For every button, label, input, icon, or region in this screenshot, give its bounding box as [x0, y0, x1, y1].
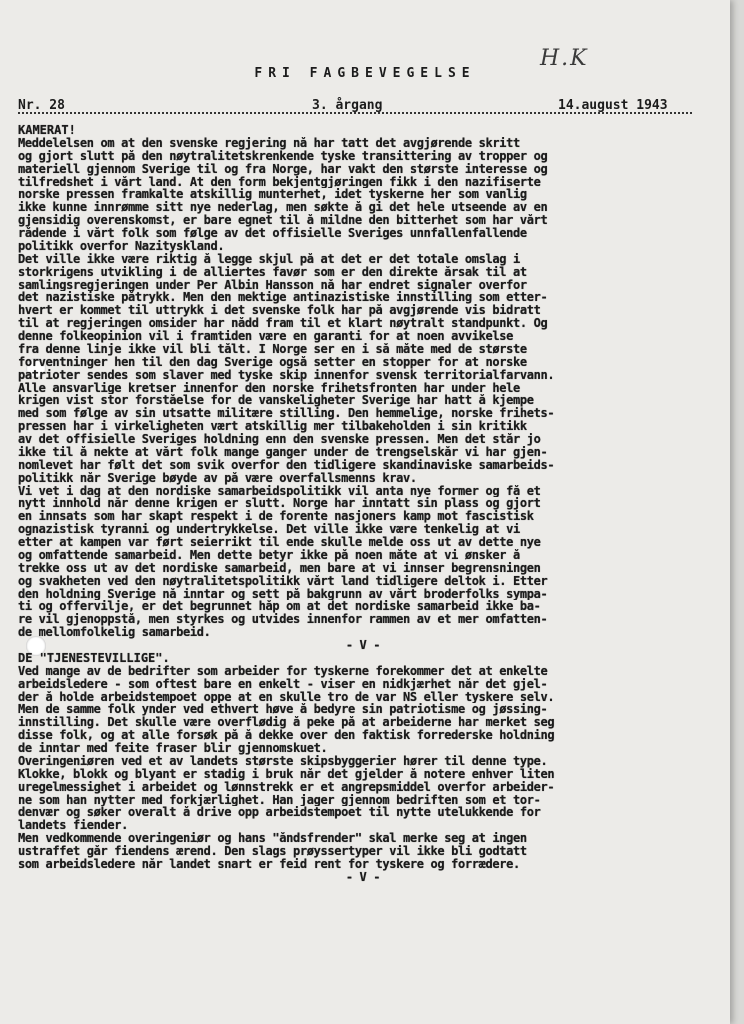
text-line: til at regjeringen omsider har nådd fram til et klart nøytralt standpunkt. Og	[18, 317, 548, 330]
text-line: Det ville ikke være riktig å legge skjul på at det er det totale omslag i	[18, 252, 520, 266]
issue-number: Nr. 28	[18, 98, 65, 113]
text-line: Men de samme folk ynder ved ethvert høve å bedyre sin patriotisme og jøssing-	[18, 703, 548, 717]
text-line: ognazistisk tyranni og undertrykkelse. Det ville ikke være tenkelig at vi	[18, 523, 520, 536]
issue-date: 14.august 1943	[558, 98, 668, 113]
text-line: ikke til å nekte at vårt folk mange ganger under de trengselskår vi har gjen-	[18, 445, 548, 459]
text-line: krigen vist stor forståelse for de vanskeligheter Sverige har hatt å kjempe	[18, 394, 534, 408]
text-line: patrioter sendes som slaver med tyske skip innenfor svensk territorialfarvann.	[18, 368, 555, 382]
text-line: innstilling. Det skulle være overflødig å peke på at arbeiderne har merket seg	[18, 716, 555, 730]
text-line: samlingsregjeringen under Per Albin Hansson nå har endret signaler overfor	[18, 278, 527, 292]
text-line: forventninger hen til den dag Sverige også setter en stopper for at norske	[18, 355, 527, 369]
masthead-title: FRI FAGBEVEGELSE	[254, 66, 476, 81]
article-body	[18, 124, 708, 884]
text-line: rådende i vårt folk som følge av det offisielle Sveriges unnfallenfallende	[18, 227, 527, 240]
text-line: en innsats som har skapt respekt i de forente nasjoners kamp mot fascistisk	[18, 510, 534, 524]
text-line: og svakheten ved den nøytralitetspolitikk vårt land tidligere deltok i. Etter	[18, 574, 548, 588]
text-line: storkrigens utvikling i de alliertes favør som er den direkte årsak til at	[18, 265, 527, 279]
text-line: de mellomfolkelig samarbeid.	[18, 626, 211, 639]
text-line: med som følge av sin utsatte militære stilling. Den hemmelige, norske frihets-	[18, 407, 555, 421]
section-divider: - V -	[345, 870, 381, 884]
volume-label: 3. årgang	[312, 98, 383, 113]
text-line: Overingeniøren ved et av landets største skipsbyggerier hører til denne type.	[18, 754, 548, 768]
text-line: fra denne linje ikke vil bli tålt. I Norge ser en i så måte med de største	[18, 342, 527, 356]
text-line: Klokke, blokk og blyant er stadig i bruk når det gjelder å notere enhver liten	[18, 767, 555, 781]
text-line: ti og offervilje, er det begrunnet håp om at det nordiske samarbeid ikke ba-	[18, 600, 541, 614]
text-line: ne som han nytter med forkjærlighet. Han jager gjennom bedriften som et tor-	[18, 793, 541, 807]
text-line: av det offisielle Sveriges holdning enn den svenske pressen. Men det står jo	[18, 433, 541, 446]
text-line: Ved mange av de bedrifter som arbeider for tyskerne forekommer det at enkelte	[18, 664, 548, 678]
text-line: gjensidig overenskomst, er bare egnet til å mildne den bitterhet som har vårt	[18, 214, 548, 227]
text-line: etter at kampen var ført seierrikt til ende skulle melde oss ut av dette nye	[18, 536, 541, 549]
text-line: Vi vet i dag at den nordiske samarbeidspolitikk vil anta nye former og få et	[18, 484, 541, 498]
text-line: og omfattende samarbeid. Men dette betyr ikke på noen måte at vi ønsker å	[18, 548, 520, 562]
section-heading: DE "TJENESTEVILLIGE".	[18, 651, 170, 665]
text-line: ikke kunne innrømme sitt nye nederlag, men søkte å gi det hele utseende av en	[18, 201, 548, 215]
text-line: Men vedkommende overingeniør og hans "åndsfrender" skal merke seg at ingen	[18, 832, 527, 845]
text-line: den holdning Sverige nå inntar og sett på bakgrunn av vårt broderfolks sympa-	[18, 587, 548, 601]
text-line: norske pressen framkalte atskillig munterhet, idet tyskerne her som vanlig	[18, 188, 527, 202]
section-divider: - V -	[345, 639, 381, 652]
text-line: ustraffet går fiendens ærend. Den slags prøyssertyper vil ikke bli godtatt	[18, 845, 527, 858]
section-heading: KAMERAT!	[18, 124, 76, 137]
text-line: denvær og søker overalt å drive opp arbeidstempoet til nytte utelukkende for	[18, 806, 541, 820]
text-line: politikk overfor Nazityskland.	[18, 239, 225, 253]
text-line: materiell gjennom Sverige til og fra Norge, har vakt den største interesse og	[18, 162, 548, 176]
text-line: det nazistiske påtrykk. Men den mektige antinazistiske innstilling som etter-	[18, 291, 548, 305]
text-line: de inntar med feite fraser blir gjennomskuet.	[18, 742, 328, 755]
text-line: trekke oss ut av det nordiske samarbeid, men bare at vi innser begrensningen	[18, 561, 541, 575]
text-line: landets fiender.	[18, 819, 128, 833]
text-line: Meddelelsen om at den svenske regjering nå har tatt det avgjørende skritt	[18, 136, 520, 150]
text-line: arbeidsledere - som oftest bare en enkelt - viser en nidkjærhet når det gjel-	[18, 677, 548, 691]
text-line: nomlevet har følt det som svik overfor den tidligere skandinaviske samarbeids-	[18, 458, 555, 472]
text-line: uregelmessighet i arbeidet og lønnstrekk er et angrepsmiddel overfor arbeider-	[18, 780, 555, 794]
dotted-rule	[18, 112, 692, 114]
handwritten-initials: H.K	[540, 46, 589, 71]
text-line: politikk når Sverige bøyde av på være overfallsmenns krav.	[18, 471, 417, 485]
text-line: denne folkeopinion vil i framtiden være en garanti for at noen avvikelse	[18, 330, 513, 343]
text-line: re vil gjenoppstå, men styrkes og utvides innenfor rammen av et mer omfatten-	[18, 613, 548, 627]
text-line: nytt innhold når denne krigen er slutt. Norge har inntatt sin plass og gjort	[18, 497, 541, 511]
text-line: der å holde arbeidstempoet oppe at en skulle tro de var NS eller tyskere selv.	[18, 690, 555, 704]
text-line: Alle ansvarlige kretser innenfor den norske frihetsfronten har under hele	[18, 381, 520, 395]
text-line: tilfredshet i vårt land. At den form bekjentgjøringen fikk i den nazifiserte	[18, 175, 541, 189]
text-line: hvert er kommet til uttrykk i det svenske folk har på avgjørende vis bidratt	[18, 304, 541, 318]
text-line: pressen har i virkeligheten vært atskillig mer tilbakeholden i sin kritikk	[18, 420, 527, 433]
text-line: disse folk, og at alle forsøk på å dekke over den faktisk forrederske holdning	[18, 729, 555, 742]
text-line: og gjort slutt på den nøytralitetskrenkende tyske transittering av tropper og	[18, 149, 548, 163]
text-line: som arbeidsledere når landet snart er feid rent for tyskere og forrædere.	[18, 857, 520, 871]
